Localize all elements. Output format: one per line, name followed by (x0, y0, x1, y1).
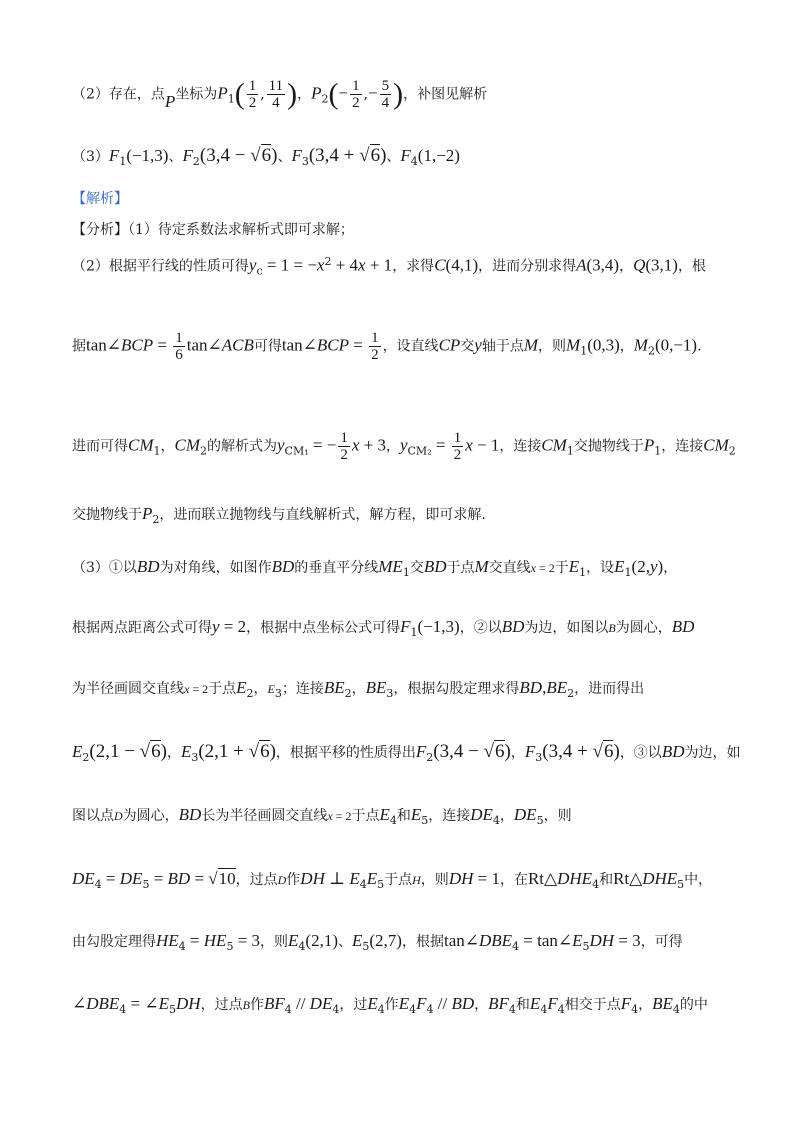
tag-jiexi: 【解析】 (72, 191, 128, 207)
line-part2-c: 进而可得$CM_1$，$CM_2$的解析式为$y_{CM_1}$ = − $\frac{1}{2}$ x + 3，$y_{CM_2}$ = $\frac{1}{2}$ x − 1，连接$CM_1$交抛物线于$P_1$，连接$CM_2$ (72, 430, 736, 463)
line-part3-a: （3）①以BD为对角线，如图作BD的垂直平分线$ME_1$交BD于点M交直线x = 2于$E_1$，设$E_1(2,y)$， (72, 557, 678, 579)
line-part3-e: 图以点D为圆心，BD长为半径画圆交直线x = 2于点$E_4$和$E_5$，连接$DE_4$，$DE_5$，则 (72, 805, 572, 827)
line-part2-b: 据tan∠BCP = $\frac{1}{6}$ tan∠ACB可得tan∠BCP = $\frac{1}{2}$ ，设直线CP交y轴于点M，则$M_1(0,3)$，$M_2(0,-1)$. (72, 330, 702, 363)
line-part3-b: 根据两点距离公式可得y = 2，根据中点坐标公式可得$F_1(-1,3)$，②以BD为边，如图以B为圆心，BD (72, 617, 695, 639)
line-part3-f: $DE_4 = DE_5$ = BD = √10，过点D作DH ⊥ $E_4E_5$于点H，则DH = 1，在$Rt\triangle DHE_4$和$Rt\triangle DHE_5$中， (72, 869, 713, 891)
line-answer-3: $(3)F_1(-1,3)$、$F_2(3,4 - √6)$、$F_3(3,4 + √6)$、$F_4(1,-2)$ (72, 145, 460, 168)
line-part2-d: 交抛物线于$P_2$，进而联立抛物线与直线解析式，解方程，即可求解. (72, 504, 486, 526)
line-fenxi: 【分析】（1）待定系数法求解析式即可求解； (72, 222, 354, 238)
line-part2-a: （2）根据平行线的性质可得$y_c = 1 = -x^2 + 4x + 1$，求得C(4,1)，进而分别求得A(3,4)，Q(3,1)，根 (72, 255, 706, 278)
line-answer-2: （2）存在，点P坐标为$P_1$( $\frac{1}{2}$ , $\frac{11}{4}$ )，$P_2(-$ $\frac{1}{2}$ ,− $\frac{5}{4}$ )，补图见解析 (72, 77, 488, 111)
line-part3-d: $E_2(2,1 - √6)$，$E_3(2,1 + √6)$，根据平移的性质得出$F_2(3,4 - √6)$，$F_3(3,4 + √6)$，③以BD为边，如 (72, 741, 741, 764)
line-part3-g: 由勾股定理得$HE_4 = HE_5 = 3$，则$E_4(2,1)$、$E_5(2,7)$，根据$\tan\angle DBE_4$ = $\tan\angle E_5DH = 3$，可得 (72, 931, 683, 953)
line-part3-c: 为半径画圆交直线x = 2于点$E_2$，$E_3$；连接$BE_2$，$BE_3$，根据勾股定理求得$BD,BE_2$，进而得出 (72, 678, 645, 700)
line-part3-h: $\angle DBE_4$ = $\angle E_5DH$，过点B作$BF_4 // DE_4$，过$E_4$作$E_4F_4$ // BD，$BF_4$和$E_4F_4$相交于点$F_4$，$BE_4$的中 (72, 994, 708, 1016)
